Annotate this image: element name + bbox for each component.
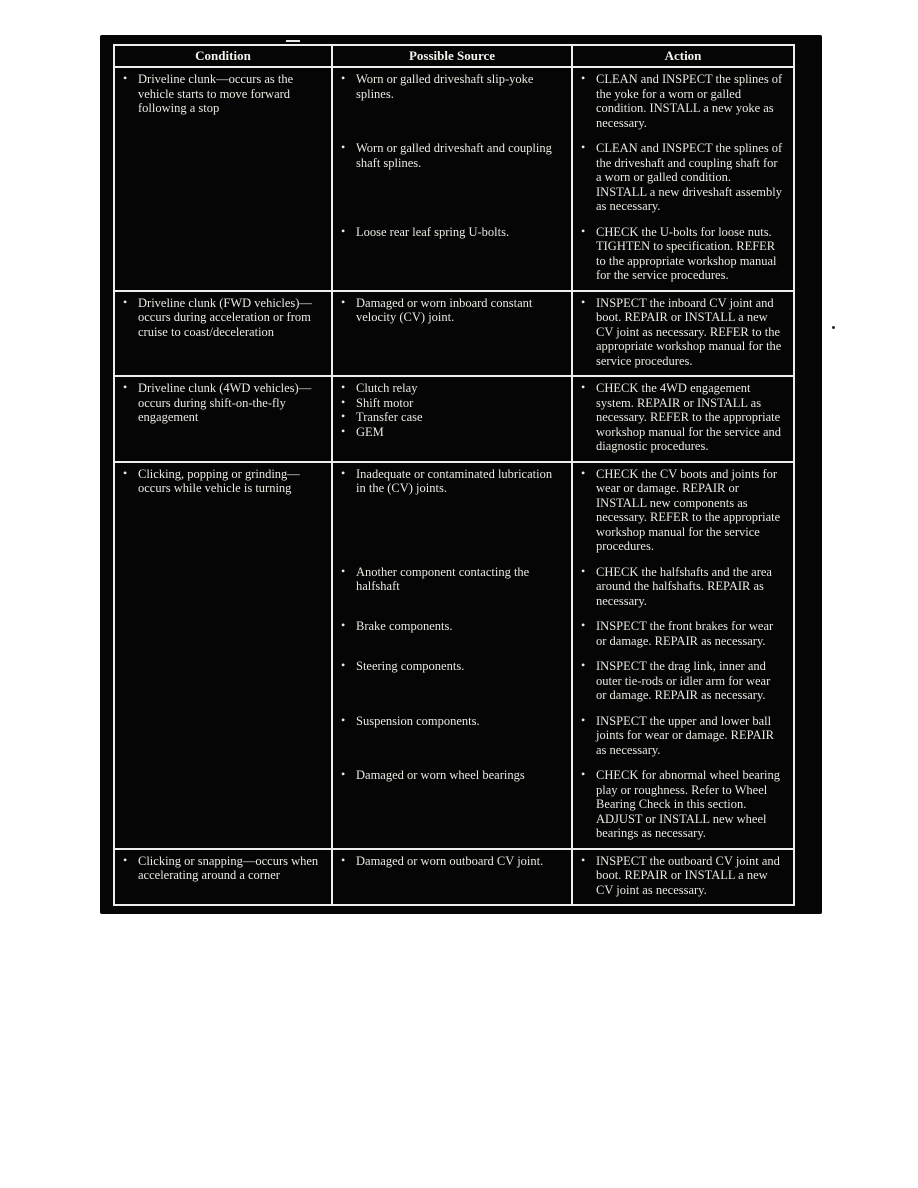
- action-text: INSPECT the drag link, inner and outer tie-rods or idler arm for wear or damage. REPAIR as necessary.: [596, 659, 771, 703]
- action-item: [578, 768, 785, 841]
- source-text: Worn or galled driveshaft and coupling shaft splines.: [356, 141, 552, 170]
- source-item: [338, 296, 563, 325]
- action-text: CHECK the CV boots and joints for wear or damage. REPAIR or INSTALL new components as necessary. REFER to the appropriate workshop manual for the service procedures.: [596, 466, 781, 554]
- condition-text: Driveline clunk—occurs as the vehicle starts to move forward following a stop: [138, 72, 294, 116]
- bullet-icon: •: [341, 712, 346, 727]
- action-item: [578, 619, 785, 648]
- column-header-action: Action: [571, 46, 793, 66]
- action-text: CHECK the halfshafts and the area around the halfshafts. REPAIR as necessary.: [596, 564, 772, 608]
- source-item: [338, 425, 563, 440]
- action-item: [578, 296, 785, 369]
- action-text: INSPECT the inboard CV joint and boot. REPAIR or INSTALL a new CV joint as necessary. REFER to the appropriate workshop manual for the service procedures.: [596, 295, 782, 368]
- bullet-icon: •: [341, 852, 346, 867]
- condition-cell: [115, 850, 331, 905]
- bullet-icon: •: [341, 71, 346, 86]
- bullet-icon: •: [341, 140, 346, 155]
- bullet-icon: •: [341, 380, 346, 395]
- source-text: Inadequate or contaminated lubrication in the (CV) joints.: [356, 466, 553, 496]
- bullet-icon: •: [581, 712, 586, 727]
- bullet-icon: •: [581, 618, 586, 633]
- action-cell: [571, 292, 793, 376]
- bullet-icon: •: [581, 294, 586, 309]
- source-text: Loose rear leaf spring U-bolts.: [356, 224, 510, 239]
- bullet-icon: •: [581, 658, 586, 673]
- action-cell: [571, 377, 793, 461]
- bullet-icon: •: [341, 294, 346, 309]
- source-text: Suspension components.: [356, 713, 480, 728]
- source-text: Clutch relay: [356, 381, 418, 396]
- source-text: Damaged or worn outboard CV joint.: [356, 853, 544, 868]
- action-text: CLEAN and INSPECT the splines of the driveshaft and coupling shaft for a worn or galled condition. INSTALL a new driveshaft assembly as necessary.: [596, 141, 783, 214]
- action-item: [578, 72, 785, 130]
- possible-source-cell: [331, 561, 571, 616]
- source-text: Steering components.: [356, 659, 465, 674]
- condition-item: [120, 296, 323, 340]
- table-row: [115, 292, 793, 378]
- source-text: Shift motor: [356, 395, 414, 410]
- condition-cell: [115, 377, 331, 461]
- scanned-page-region: [100, 35, 822, 914]
- source-item: [338, 396, 563, 411]
- action-text: INSPECT the outboard CV joint and boot. REPAIR or INSTALL a new CV joint as necessary.: [596, 853, 780, 897]
- bullet-icon: •: [581, 380, 586, 395]
- bullet-icon: •: [341, 767, 346, 782]
- bullet-icon: •: [341, 465, 346, 480]
- bullet-icon: •: [341, 563, 346, 578]
- bullet-icon: •: [123, 465, 128, 480]
- condition-text: Clicking or snapping—occurs when accelerating around a corner: [138, 853, 319, 883]
- bullet-icon: •: [123, 852, 128, 867]
- action-cell: [571, 615, 793, 655]
- action-cell: [571, 137, 793, 221]
- condition-item: [120, 854, 323, 883]
- condition-text: Clicking, popping or grinding—occurs while vehicle is turning: [138, 466, 300, 496]
- condition-item: [120, 72, 323, 116]
- table-header-row: [115, 46, 793, 68]
- source-text: Another component contacting the halfshaft: [356, 564, 530, 594]
- possible-source-cell: [331, 68, 571, 137]
- condition-item: [120, 467, 323, 496]
- action-cell: [571, 561, 793, 616]
- bullet-icon: •: [341, 658, 346, 673]
- bullet-icon: •: [341, 423, 346, 438]
- diagnosis-table: [113, 44, 795, 906]
- source-item: [338, 381, 563, 396]
- bullet-icon: •: [341, 394, 346, 409]
- action-item: [578, 854, 785, 898]
- possible-source-cell: [331, 292, 571, 376]
- action-cell: [571, 655, 793, 710]
- bullet-icon: •: [123, 71, 128, 86]
- bullet-icon: •: [123, 380, 128, 395]
- condition-text: Driveline clunk (4WD vehicles)—occurs during shift-on-the-fly engagement: [138, 381, 312, 425]
- condition-cell: [115, 292, 331, 376]
- action-cell: [571, 764, 793, 848]
- possible-source-cell: [331, 615, 571, 655]
- possible-source-cell: [331, 764, 571, 848]
- source-item: [338, 72, 563, 101]
- action-cell: [571, 463, 793, 561]
- column-header-condition: Condition: [195, 48, 251, 63]
- condition-cell: [115, 463, 331, 848]
- bullet-icon: •: [581, 563, 586, 578]
- bullet-icon: •: [581, 465, 586, 480]
- table-row: [115, 377, 793, 463]
- action-text: CHECK the 4WD engagement system. REPAIR or INSTALL as necessary. REFER to the appropriate workshop manual for the service and diagnostic procedures.: [596, 381, 782, 454]
- bullet-icon: •: [581, 140, 586, 155]
- table-row: [115, 68, 793, 292]
- action-item: [578, 467, 785, 554]
- possible-source-cell: [331, 137, 571, 221]
- source-item: [338, 141, 563, 170]
- scan-artifact: [832, 326, 835, 329]
- source-item: [338, 225, 563, 240]
- action-item: [578, 659, 785, 703]
- source-item: [338, 714, 563, 729]
- action-cell: [571, 68, 793, 137]
- action-text: INSPECT the upper and lower ball joints for wear or damage. REPAIR as necessary.: [596, 713, 774, 757]
- action-item: [578, 225, 785, 283]
- source-item: [338, 659, 563, 674]
- source-text: Transfer case: [356, 410, 423, 425]
- bullet-icon: •: [341, 223, 346, 238]
- source-item: [338, 565, 563, 594]
- possible-source-cell: [331, 221, 571, 290]
- action-text: CLEAN and INSPECT the splines of the yoke for a worn or galled condition. INSTALL a new yoke as necessary.: [596, 72, 783, 130]
- action-item: [578, 381, 785, 454]
- source-text: Worn or galled driveshaft slip-yoke splines.: [356, 72, 534, 101]
- scan-artifact: [286, 40, 300, 42]
- possible-source-cell: [331, 850, 571, 905]
- action-item: [578, 565, 785, 609]
- bullet-icon: •: [581, 852, 586, 867]
- possible-source-cell: [331, 377, 571, 461]
- condition-cell: [115, 68, 331, 290]
- source-text: Damaged or worn inboard constant velocity (CV) joint.: [356, 295, 533, 325]
- action-cell: [571, 850, 793, 905]
- table-row: [115, 463, 793, 850]
- bullet-icon: •: [123, 294, 128, 309]
- bullet-icon: •: [581, 71, 586, 86]
- possible-source-cell: [331, 655, 571, 710]
- action-item: [578, 141, 785, 214]
- possible-source-cell: [331, 710, 571, 765]
- action-text: CHECK the U-bolts for loose nuts. TIGHTEN to specification. REFER to the appropriate workshop manual for the service procedures.: [596, 224, 777, 283]
- condition-item: [120, 381, 323, 425]
- action-text: CHECK for abnormal wheel bearing play or roughness. Refer to Wheel Bearing Check in this section. ADJUST or INSTALL new wheel bearings as necessary.: [596, 768, 780, 841]
- diagnosis-table-body: [115, 68, 793, 904]
- source-item: [338, 619, 563, 634]
- bullet-icon: •: [341, 618, 346, 633]
- source-item: [338, 467, 563, 496]
- source-item: [338, 768, 563, 783]
- source-item: [338, 410, 563, 425]
- source-text: Damaged or worn wheel bearings: [356, 768, 525, 783]
- bullet-icon: •: [341, 409, 346, 424]
- source-text: Brake components.: [356, 619, 453, 634]
- column-header-possible-source: Possible Source: [331, 46, 571, 66]
- action-item: [578, 714, 785, 758]
- bullet-icon: •: [581, 223, 586, 238]
- action-cell: [571, 221, 793, 290]
- source-item: [338, 854, 563, 869]
- source-text: GEM: [356, 424, 384, 439]
- table-row: [115, 850, 793, 905]
- possible-source-cell: [331, 463, 571, 561]
- action-text: INSPECT the front brakes for wear or damage. REPAIR as necessary.: [596, 619, 774, 648]
- bullet-icon: •: [581, 767, 586, 782]
- condition-text: Driveline clunk (FWD vehicles)—occurs during acceleration or from cruise to coast/deceleration: [138, 295, 312, 339]
- action-cell: [571, 710, 793, 765]
